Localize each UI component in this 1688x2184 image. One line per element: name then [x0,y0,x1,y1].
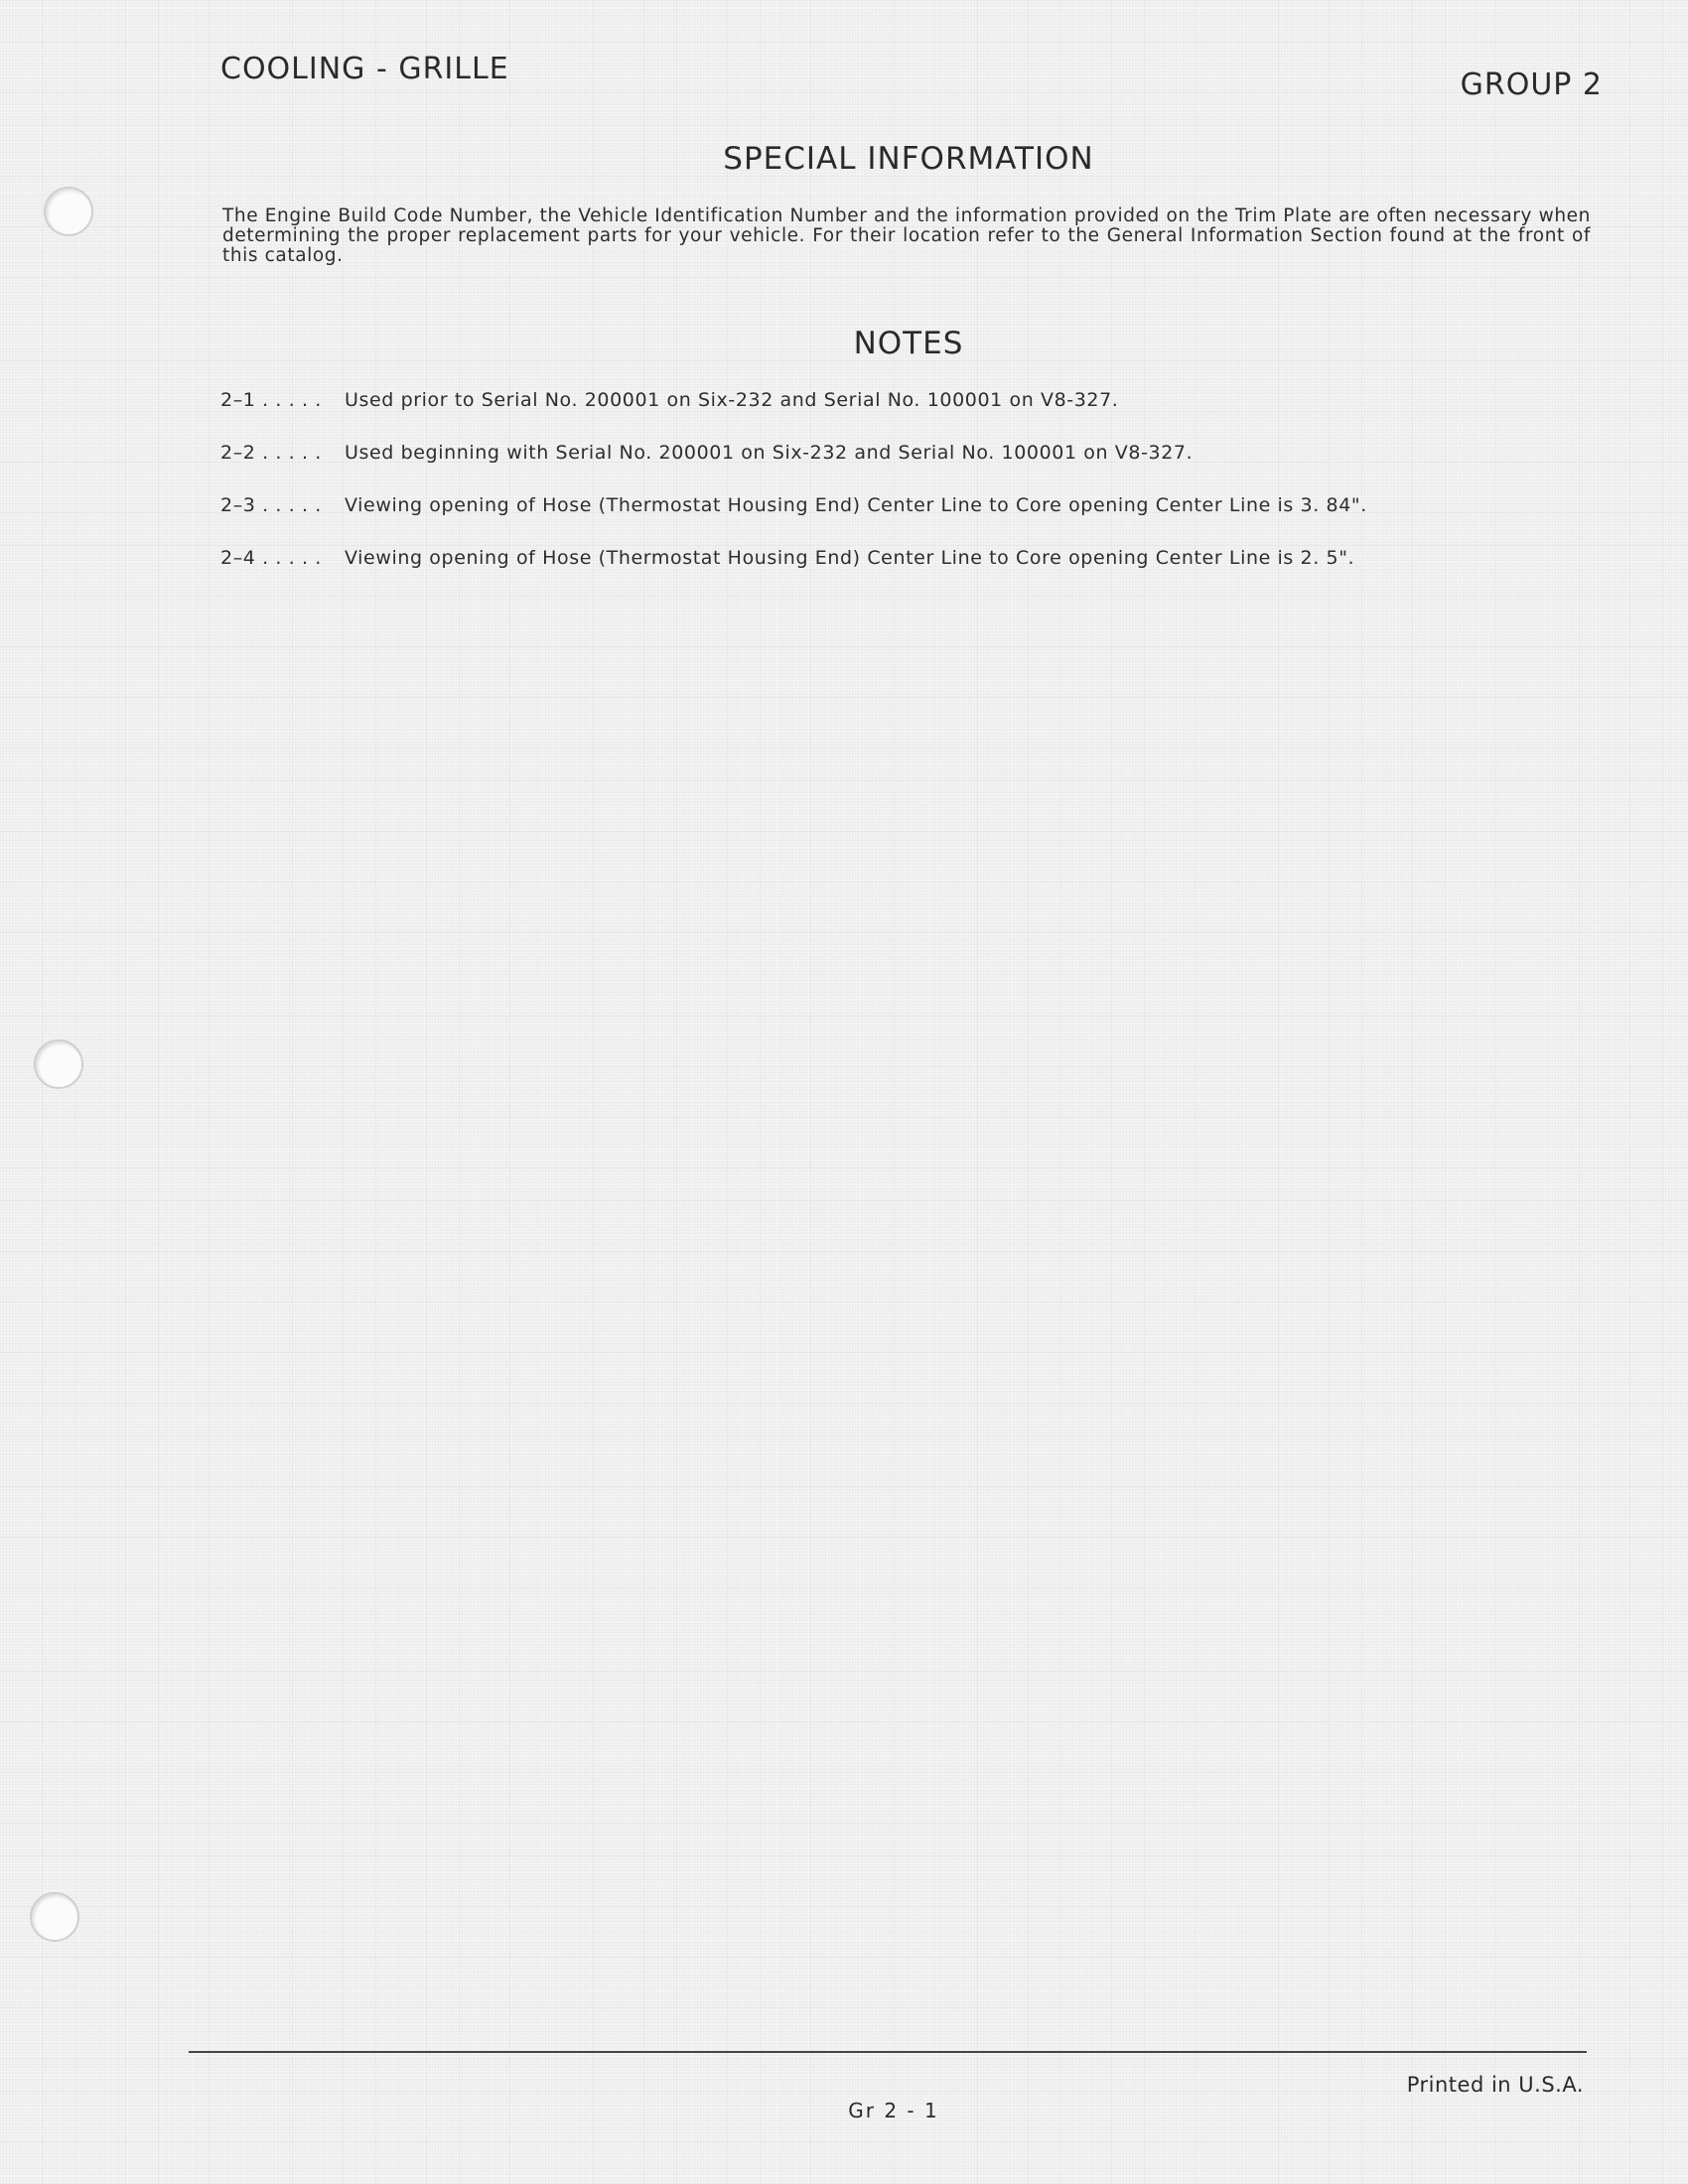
note-number: 2–1 . . . . . [220,389,322,411]
notes-title: NOTES [853,326,964,361]
note-number: 2–3 . . . . . [220,494,322,516]
note-number: 2–2 . . . . . [220,442,322,464]
binder-hole-middle [34,1039,83,1089]
note-number: 2–4 . . . . . [220,547,322,569]
notes-list [220,389,1611,600]
printed-in-label: Printed in U.S.A. [1406,2073,1584,2097]
note-item [220,494,1611,547]
note-text: Used prior to Serial No. 200001 on Six-232 and Serial No. 100001 on V8-327. [345,389,1119,411]
note-item [220,442,1611,494]
binder-hole-bottom [30,1892,79,1942]
footer-divider [189,2051,1587,2053]
binder-hole-top [44,187,93,236]
note-text: Viewing opening of Hose (Thermostat Housing End) Center Line to Core opening Center Line is 2. 5". [345,547,1355,569]
special-information-text: The Engine Build Code Number, the Vehicle Identification Number and the information provided on the Trim Plate are often necessary when determining the proper replacement parts for your vehicle. For their location refer to the General Information Section found at the front of this catalog. [222,205,1591,266]
section-header: COOLING - GRILLE [220,52,509,86]
group-header: GROUP 2 [1460,68,1603,102]
special-information-title: SPECIAL INFORMATION [723,141,1094,177]
note-item [220,547,1611,600]
note-text: Used beginning with Serial No. 200001 on Six-232 and Serial No. 100001 on V8-327. [345,442,1194,464]
page-number: Gr 2 - 1 [848,2099,939,2122]
note-text: Viewing opening of Hose (Thermostat Housing End) Center Line to Core opening Center Line is 3. 84". [345,494,1367,516]
note-item [220,389,1611,442]
